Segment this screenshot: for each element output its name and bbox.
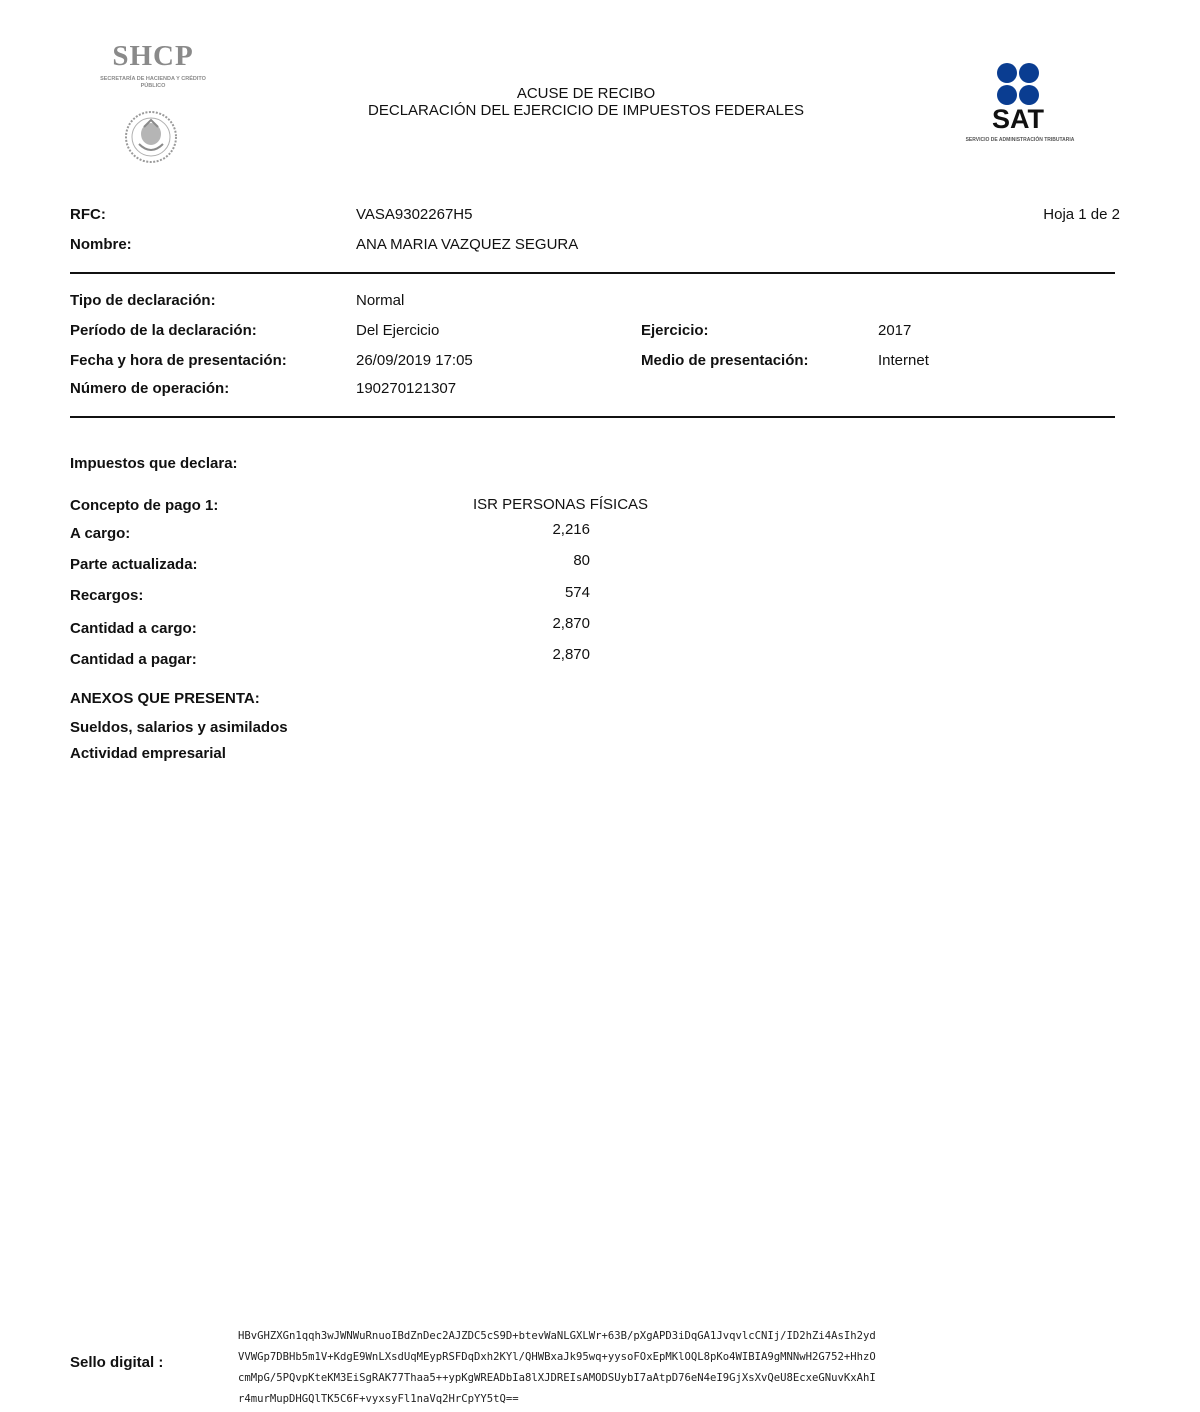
declaration-type-label: Tipo de declaración: bbox=[70, 292, 216, 309]
shcp-logo-subtext: SECRETARÍA DE HACIENDA Y CRÉDITO PÚBLICO bbox=[100, 76, 206, 89]
document-subtitle: DECLARACIÓN DEL EJERCICIO DE IMPUESTOS FEDERALES bbox=[368, 102, 804, 119]
annex-item: Actividad empresarial bbox=[70, 745, 226, 762]
taxes-section-label: Impuestos que declara: bbox=[70, 455, 238, 472]
document-title: ACUSE DE RECIBO bbox=[516, 85, 656, 102]
sat-logo-text: SAT bbox=[992, 104, 1044, 134]
medium-label: Medio de presentación: bbox=[641, 352, 809, 369]
name-value: ANA MARIA VAZQUEZ SEGURA bbox=[356, 236, 579, 253]
tax-row-value: 2,870 bbox=[552, 615, 590, 632]
sat-dots-icon bbox=[994, 62, 1044, 108]
rfc-label: RFC: bbox=[70, 206, 106, 223]
divider bbox=[70, 272, 1115, 274]
datetime-label: Fecha y hora de presentación: bbox=[70, 352, 287, 369]
digital-seal-line: HBvGHZXGn1qqh3wJWNWuRnuoIBdZnDec2AJZDC5cS9D+btevWaNLGXLWr+63B/pXgAPD3iDqGA1JvqvlcCNIj/ID2hZi4AsIh2yd bbox=[238, 1330, 876, 1342]
tax-row-label: Parte actualizada: bbox=[70, 556, 198, 573]
tax-row-value: 2,870 bbox=[552, 646, 590, 663]
rfc-value: VASA9302267H5 bbox=[356, 206, 473, 223]
name-label: Nombre: bbox=[70, 236, 132, 253]
digital-seal-label: Sello digital : bbox=[70, 1354, 164, 1371]
page-indicator: Hoja 1 de 2 bbox=[1043, 206, 1120, 223]
declaration-type-value: Normal bbox=[356, 292, 405, 309]
digital-seal-line: cmMpG/5PQvpKteKM3EiSgRAK77Thaa5++ypKgWREADbIa8lXJDREIsAMODSUybI7aAtpD76eN4eI9GjXsXvQeU8EcxeGNuvKxAhI bbox=[238, 1372, 876, 1384]
tax-row-label: Cantidad a cargo: bbox=[70, 620, 197, 637]
datetime-value: 26/09/2019 17:05 bbox=[356, 352, 473, 369]
tax-row-label: Cantidad a pagar: bbox=[70, 651, 197, 668]
operation-number-label: Número de operación: bbox=[70, 380, 230, 397]
exercise-value: 2017 bbox=[878, 322, 912, 339]
divider bbox=[70, 416, 1115, 418]
tax-row-value: 2,216 bbox=[552, 521, 590, 538]
operation-number-value: 190270121307 bbox=[356, 380, 457, 397]
payment-concept-label: Concepto de pago 1: bbox=[70, 497, 219, 514]
annex-item: Sueldos, salarios y asimilados bbox=[70, 719, 288, 736]
shcp-logo-text: SHCP bbox=[112, 40, 194, 72]
period-label: Período de la declaración: bbox=[70, 322, 257, 339]
exercise-label: Ejercicio: bbox=[641, 322, 709, 339]
tax-row-value: 80 bbox=[573, 552, 590, 569]
digital-seal-line: r4murMupDHGQlTK5C6F+vyxsyFl1naVq2HrCpYY5tQ== bbox=[238, 1393, 519, 1405]
tax-row-value: 574 bbox=[564, 584, 590, 601]
tax-row-label: Recargos: bbox=[70, 587, 144, 604]
digital-seal-line: VVWGp7DBHb5m1V+KdgE9WnLXsdUqMEypRSFDqDxh2KYl/QHWBxaJk95wq+yysoFOxEpMKlOQL8pKo4WIBIA9gMNNwH2G752+HhzO bbox=[238, 1351, 876, 1363]
period-value: Del Ejercicio bbox=[356, 322, 440, 339]
payment-concept-value: ISR PERSONAS FÍSICAS bbox=[473, 496, 649, 513]
medium-value: Internet bbox=[878, 352, 929, 369]
digital-seal-value bbox=[238, 1326, 1108, 1410]
tax-row-label: A cargo: bbox=[70, 525, 131, 542]
sat-logo-subtext: SERVICIO DE ADMINISTRACIÓN TRIBUTARIA bbox=[965, 137, 1075, 143]
annexes-title: ANEXOS QUE PRESENTA: bbox=[70, 690, 260, 707]
